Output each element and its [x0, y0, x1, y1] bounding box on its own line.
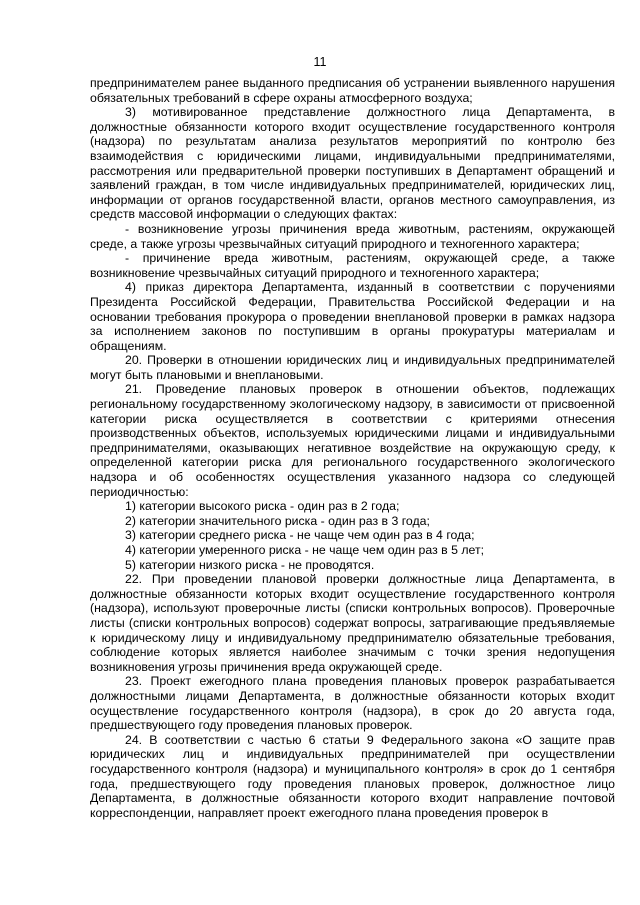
page-number: 11 [313, 55, 327, 69]
list-item: 4) категории умеренного риска - не чаще чем один раз в 5 лет; [125, 543, 485, 557]
paragraph: 4) приказ директора Департамента, изданный в соответствии с поручениями Президента Российской Федерации, Правительства Российской Федерации и на основании требования прокурора о проведении внеплановой проверки в рамках надзора за исполнением законов по поступившим в органы прокуратуры материалам и обращениям. [90, 280, 615, 353]
paragraph: - возникновение угрозы причинения вреда животным, растениям, окружающей среде, а также угрозы чрезвычайных ситуаций природного и техногенного характера; [90, 221, 615, 251]
list-item: 5) категории низкого риска - не проводятся. [125, 557, 375, 572]
paragraph: 3) мотивированное представление должностного лица Департамента, в должностные обязанности которого входит осуществление государственного контроля (надзора) по результатам анализа результатов мероприятий по контролю без взаимодействия с юридическими лицами, индивидуальными предпринимателями, рассмотрения или предварительной проверки поступивших в Департамент обращений и заявлений граждан, в том числе индивидуальных предпринимателей, юридических лиц, информации от органов государственной власти, органов местного самоуправления, из средств массовой информации о следующих фактах: [90, 105, 615, 222]
list-item: 3) категории среднего риска - не чаще чем один раз в 4 года; [125, 528, 475, 543]
paragraph: - причинение вреда животным, растениям, окружающей среде, а также возникновение чрезвычайных ситуаций природного и техногенного характера; [90, 251, 615, 280]
paragraph: 21. Проведение плановых проверок в отношении объектов, подлежащих региональному государственному экологическому надзору, в зависимости от присвоенной категории риска осуществляется в соответствии с критериями отнесения производственных объектов, используемых юридическими лицами и индивидуальными предпринимателями, оказывающих негативное воздействие на окружающую среду, к определенной категории риска для регионального государственного экологического надзора и об особенностях осуществления указанного надзора со следующей периодичностью: [90, 382, 615, 499]
paragraph: предпринимателем ранее выданного предписания об устранении выявленного нарушения обязательных требований в сфере охраны атмосферного воздуха; [90, 76, 615, 105]
list-item: 2) категории значительного риска - один раз в 3 года; [125, 513, 430, 528]
paragraph: 22. При проведении плановой проверки должностные лица Департамента, в должностные обязанности которых входит осуществление государственного контроля (надзора), используют проверочные листы (списки контрольных вопросов). Проверочные листы (списки контрольных вопросов) содержат вопросы, затрагивающие предъявляемые к юридическому лицу и индивидуальному предпринимателю обязательные требования, соблюдение которых является наиболее значимым с точки зрения недопущения возникновения угрозы причинения вреда окружающей среде. [90, 572, 615, 674]
paragraph: 24. В соответствии с частью 6 статьи 9 Федерального закона «О защите прав юридических лиц и индивидуальных предпринимателей при осуществлении государственного контроля (надзора) и муниципального контроля» в срок до 1 сентября года, предшествующего году проведения плановых проверок, должностное лицо Департамента, в должностные обязанности которого входит направление почтовой корреспонденции, направляет проект ежегодного плана проведения проверок в [90, 732, 615, 820]
document-body [90, 76, 615, 820]
paragraph: 23. Проект ежегодного плана проведения плановых проверок разрабатывается должностными лицами Департамента, в должностные обязанности которых входит осуществление государственного контроля (надзора), в срок до 20 августа года, предшествующего году проведения плановых проверок. [90, 674, 615, 733]
list-item: 1) категории высокого риска - один раз в 2 года; [125, 499, 400, 514]
paragraph: 20. Проверки в отношении юридических лиц и индивидуальных предпринимателей могут быть плановыми и внеплановыми. [90, 353, 615, 382]
